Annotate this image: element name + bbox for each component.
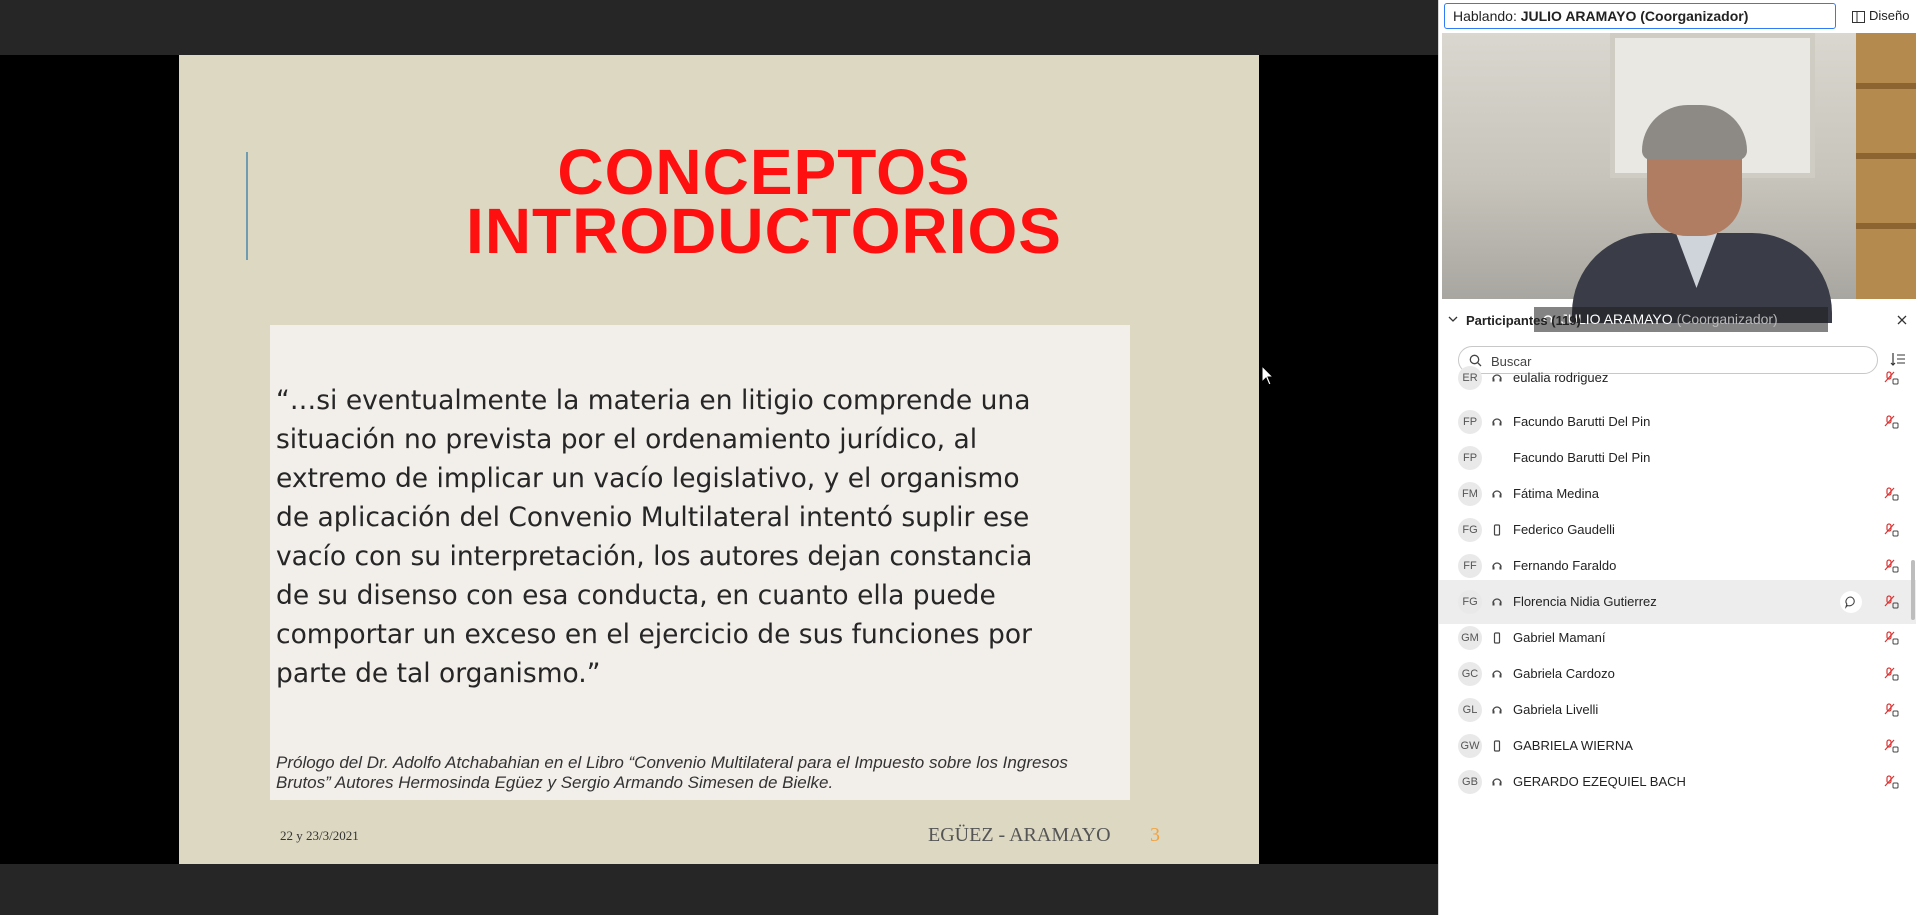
participant-name: GERARDO EZEQUIEL BACH — [1513, 774, 1686, 789]
layout-button-label: Diseño — [1869, 8, 1910, 23]
headset-icon — [1491, 667, 1503, 685]
participant-name: Federico Gaudelli — [1513, 522, 1615, 537]
avatar: ER — [1458, 366, 1482, 390]
slide-title-line-2: INTRODUCTORIOS — [466, 195, 1062, 267]
avatar: FP — [1458, 410, 1482, 434]
avatar: FG — [1458, 518, 1482, 542]
participant-name: Fernando Faraldo — [1513, 558, 1617, 573]
avatar: FF — [1458, 554, 1482, 578]
video-name: JULIO ARAMAYO — [1560, 311, 1673, 327]
participant-name: Gabriela Livelli — [1513, 702, 1599, 717]
quote-source: Prólogo del Dr. Adolfo Atchabahian en el Libro “Convenio Multilateral para el Impuesto sobre los Ingresos Brutos” Autores Hermosinda Egüez y Sergio Armando Simesen de Bielke. — [276, 753, 1068, 792]
participant-row[interactable] — [1439, 760, 1916, 804]
avatar: FP — [1458, 446, 1482, 470]
mic-muted-icon[interactable] — [1884, 487, 1898, 506]
presentation-slide — [179, 55, 1259, 864]
participant-name: Florencia Nidia Gutierrez — [1513, 594, 1657, 609]
mic-muted-icon[interactable] — [1884, 631, 1898, 650]
headset-icon — [1491, 415, 1503, 433]
participant-name: Gabriela Cardozo — [1513, 666, 1615, 681]
mic-muted-icon[interactable] — [1884, 739, 1898, 758]
speaking-name: JULIO ARAMAYO (Coorganizador) — [1520, 8, 1749, 24]
chevron-down-icon[interactable] — [1448, 316, 1458, 323]
speaker-bar — [1439, 0, 1916, 33]
chat-icon[interactable] — [1840, 591, 1862, 613]
slide-title — [264, 136, 1264, 267]
share-top-bar — [0, 0, 1438, 55]
mic-muted-icon[interactable] — [1884, 523, 1898, 542]
quote-box — [270, 325, 1130, 800]
headset-icon — [1491, 595, 1503, 613]
mic-muted-icon[interactable] — [1884, 595, 1898, 614]
participant-list-scrollbar[interactable] — [1911, 560, 1915, 620]
avatar: GM — [1458, 626, 1482, 650]
avatar: FM — [1458, 482, 1482, 506]
phone-icon — [1491, 523, 1503, 541]
participant-name: Fátima Medina — [1513, 486, 1599, 501]
headset-icon — [1491, 703, 1503, 721]
participant-name: GABRIELA WIERNA — [1513, 738, 1633, 753]
speaking-indicator — [1444, 3, 1836, 29]
participant-list — [1439, 370, 1916, 915]
slide-title-line-1: CONCEPTOS — [557, 136, 971, 208]
layout-icon — [1852, 11, 1865, 23]
avatar: GC — [1458, 662, 1482, 686]
mic-muted-icon[interactable] — [1884, 775, 1898, 794]
avatar: GW — [1458, 734, 1482, 758]
layout-button[interactable] — [1852, 4, 1909, 28]
phone-icon — [1491, 631, 1503, 649]
quote-text: “…si eventualmente la materia en litigio comprende una situación no prevista por el ordenamiento jurídico, al extremo de implicar un vacío legislativo, y el organismo de aplicación del Convenio Multilateral intentó suplir ese vacío con su interpretación, los autores dejan constancia de su disenso con esa conducta, en cuanto ella puede comportar un exceso en el ejercicio de sus funciones por parte de tal organismo.” — [276, 385, 1033, 689]
close-icon[interactable] — [1896, 314, 1908, 326]
participant-name: Gabriel Mamaní — [1513, 630, 1606, 645]
slide-authors: EGÜEZ - ARAMAYO — [928, 824, 1111, 846]
participants-header[interactable] — [1439, 306, 1916, 336]
mic-muted-icon[interactable] — [1884, 703, 1898, 722]
headset-icon — [1491, 371, 1503, 389]
headset-icon — [1491, 775, 1503, 793]
slide-date: 22 y 23/3/2021 — [280, 828, 359, 843]
meeting-side-panel — [1438, 0, 1916, 915]
speaking-label: Hablando: — [1453, 8, 1517, 24]
participant-name: eulalia rodriguez — [1513, 370, 1609, 385]
avatar: GB — [1458, 770, 1482, 794]
headset-icon — [1491, 487, 1503, 505]
video-background-shelf — [1856, 33, 1916, 299]
participants-title: Participantes (119) — [1466, 313, 1581, 328]
mic-muted-icon[interactable] — [1884, 667, 1898, 686]
avatar: GL — [1458, 698, 1482, 722]
participant-row[interactable] — [1439, 356, 1916, 400]
phone-icon — [1491, 739, 1503, 757]
slide-accent-line — [246, 152, 248, 260]
mic-muted-icon[interactable] — [1884, 559, 1898, 578]
avatar: FG — [1458, 590, 1482, 614]
slide-page-number: 3 — [1150, 824, 1160, 846]
headset-icon — [1491, 559, 1503, 577]
participant-name: Facundo Barutti Del Pin — [1513, 414, 1651, 429]
mic-muted-icon[interactable] — [1884, 415, 1898, 434]
mic-muted-icon[interactable] — [1884, 371, 1898, 390]
share-bottom-bar — [0, 864, 1438, 915]
participant-name: Facundo Barutti Del Pin — [1513, 450, 1651, 465]
video-role: (Coorganizador) — [1676, 311, 1778, 327]
mouse-cursor-icon — [1261, 365, 1275, 387]
